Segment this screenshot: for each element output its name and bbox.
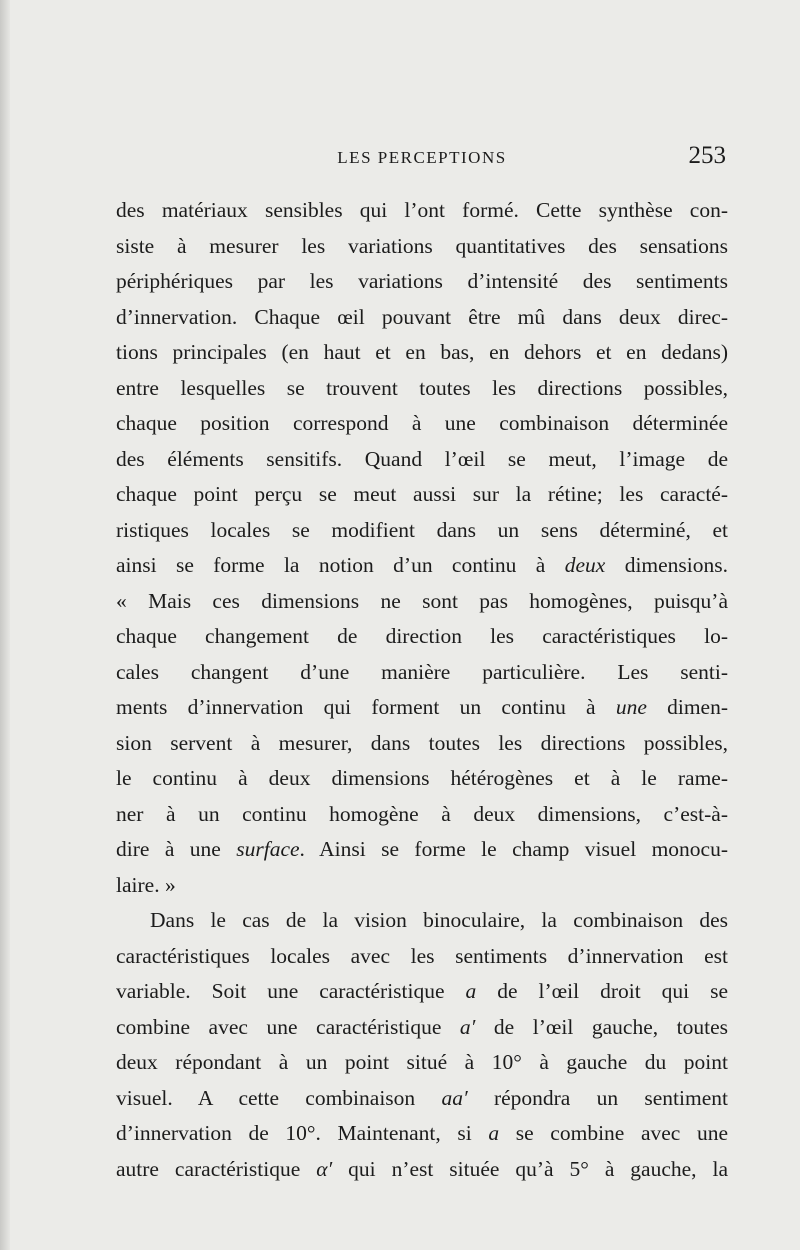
text-line: d’innervation de 10°. Maintenant, si a se combine avec une [116,1121,729,1145]
text-line: cales changent d’une manière particulière. Les senti- [116,659,728,684]
text-block [116,193,728,1187]
text-line: chaque changement de direction les caractéristiques lo- [116,624,728,648]
running-head [118,142,726,182]
text-line: « Mais ces dimensions ne sont pas homogènes, puisqu’à [116,588,728,613]
text-line: tions principales (en haut et en bas, en dehors et en dedans) [116,340,728,364]
text-line: ments d’innervation qui forment un continu à une dimen- [116,695,729,719]
text-line: périphériques par les variations d’intensité des sentiments [116,269,728,293]
text-line: ristiques locales se modifient dans un sens déterminé, et [116,517,728,542]
text-line: visuel. A cette combinaison aa′ répondra un sentiment [116,1085,728,1110]
italic-text: α′ [316,1156,333,1181]
text-line: chaque position correspond à une combinaison déterminée [116,411,728,435]
text-line: entre lesquelles se trouvent toutes les directions possibles, [116,375,728,400]
running-title: LES PERCEPTIONS [337,148,507,167]
text-line: chaque point perçu se meut aussi sur la rétine; les caracté- [116,482,728,506]
text-line: ner à un continu homogène à deux dimensions, c’est-à- [116,801,728,826]
text-line: dire à une surface. Ainsi se forme le champ visuel monocu- [116,837,728,861]
text-line: laire. » [116,872,176,897]
text-line: combine avec une caractéristique a′ de l’œil gauche, toutes [116,1014,729,1039]
italic-text: a [465,979,477,1003]
text-line: deux répondant à un point situé à 10° à gauche du point [116,1050,728,1074]
text-line: variable. Soit une caractéristique a de l’œil droit qui se [116,979,728,1003]
italic-text: deux [564,553,606,577]
text-line: siste à mesurer les variations quantitatives des sensations [116,233,728,258]
italic-text: a′ [459,1014,476,1039]
italic-text: a [488,1121,500,1145]
page-edge [0,0,10,1250]
page-number: 253 [688,142,726,169]
text-line: autre caractéristique α′ qui n’est située qu’à 5° à gauche, la [116,1156,729,1181]
italic-text: une [615,695,647,719]
text-line: caractéristiques locales avec les sentiments d’innervation est [116,943,728,968]
text-line: le continu à deux dimensions hétérogènes et à le rame- [116,766,728,790]
text-line: des matériaux sensibles qui l’ont formé. Cette synthèse con- [116,198,728,222]
text-line: d’innervation. Chaque œil pouvant être mû dans deux direc- [116,304,728,329]
text-line: ainsi se forme la notion d’un continu à deux dimensions. [116,553,729,577]
italic-text: aa′ [441,1085,468,1110]
text-line: Dans le cas de la vision binoculaire, la combinaison des [150,908,728,932]
text-line: des éléments sensitifs. Quand l’œil se meut, l’image de [116,446,728,471]
italic-text: surface [236,837,300,861]
text-line: sion servent à mesurer, dans toutes les directions possibles, [116,730,728,755]
